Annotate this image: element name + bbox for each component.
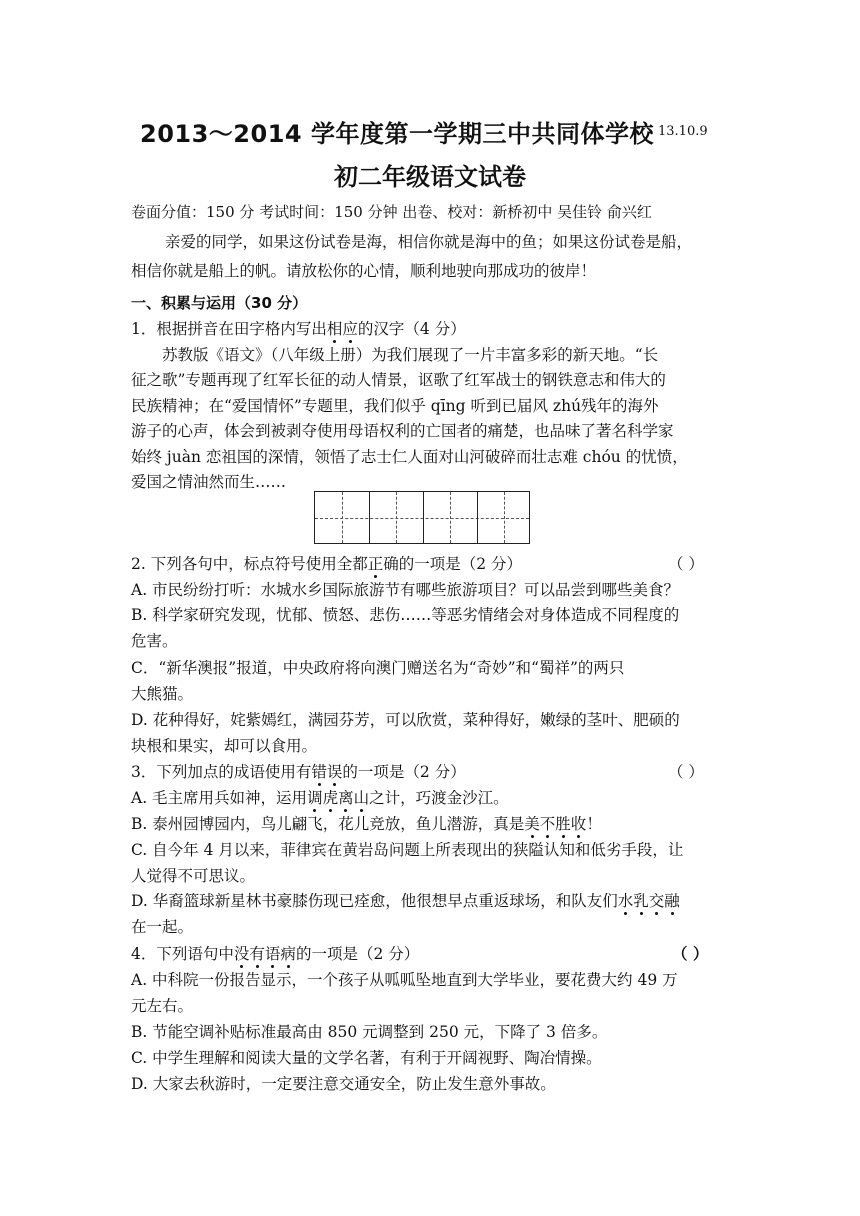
q1-passage-line: 游子的心声，体会到被剥夺使用母语权利的亡国者的痛楚，也品味了著名科学家 — [131, 422, 674, 440]
q3-option: 人觉得不可思议。 — [131, 867, 256, 885]
emphasis-dot-char: 不 — [539, 815, 556, 833]
emphasis-dot-char: 正 — [367, 555, 384, 573]
q1-passage-line: 始终 juàn 恋祖国的深情，领悟了志士仁人面对山河破碎而壮志难 chóu 的忧愤， — [131, 448, 688, 466]
q2-option: 危害。 — [131, 632, 178, 650]
emphasis-dot-char: 相 — [326, 320, 343, 338]
exam-date: 13.10.9 — [658, 124, 708, 139]
emphasis-dot-char: 收 — [570, 815, 587, 833]
q2-option: A. 市民纷纷打听：水城水乡国际旅游节有哪些旅游项目？可以品尝到哪些美食？ — [131, 581, 680, 599]
q3-option: A. 毛主席用兵如神，运用调虎离山之计，巧渡金沙江。 — [131, 789, 509, 807]
q1-passage-line: 征之歌”专题再现了红军长征的动人情景，讴歌了红军战士的钢铁意志和伟大的 — [131, 371, 666, 389]
emphasis-dot-char: 虎 — [322, 789, 339, 807]
q2-option: 块根和果实，却可以食用。 — [131, 737, 318, 755]
q3-option: 在一起。 — [131, 918, 194, 936]
q3-option: B. 泰州园博园内，鸟儿翩飞，花儿竞放，鱼儿潜游，真是美不胜收！ — [131, 815, 602, 833]
emphasis-dot-char: 有 — [249, 945, 265, 963]
emphasis-dot-char: 误 — [326, 763, 343, 781]
emphasis-dot-char: 病 — [280, 945, 296, 963]
intro-line: 亲爱的同学，如果这份试卷是海，相信你就是海中的鱼；如果这份试卷是船， — [165, 233, 693, 251]
grid-cell-divider — [423, 492, 424, 543]
emphasis-dot-char: 错 — [311, 763, 327, 781]
grid-dashed-divider — [450, 492, 451, 543]
q4-answer-blank[interactable]: （ ） — [672, 944, 709, 963]
q4-option: A. 中科院一份报告显示，一个孩子从呱呱坠地直到大学毕业，要花费大约 49 万 — [131, 971, 678, 989]
q2-option: B. 科学家研究发现，忧郁、愤怒、悲伤……等恶劣情绪会对身体造成不同程度的 — [131, 606, 680, 624]
q2-option: C．“新华澳报”报道，中央政府将向澳门赠送名为“奇妙”和“蜀祥”的两只 — [131, 659, 625, 677]
emphasis-dot-char: 应 — [342, 320, 358, 338]
grid-mid-dashed — [315, 518, 529, 519]
emphasis-dot-char: 调 — [307, 789, 323, 807]
intro-line: 相信你就是船上的帆。请放松你的心情，顺利地驶向那成功的彼岸！ — [131, 262, 597, 280]
exam-meta: 卷面分值：150 分 考试时间：150 分钟 出卷、校对：新桥初中 吴佳铃 俞兴红 — [131, 203, 652, 221]
q4-option: B. 节能空调补贴标准最高由 850 元调整到 250 元，下降了 3 倍多。 — [131, 1023, 608, 1041]
grid-dashed-divider — [396, 492, 397, 543]
q3-option: D. 华裔篮球新星林书豪膝伤现已痊愈，他很想早点重返球场，和队友们水乳交融 — [131, 892, 680, 910]
emphasis-dot-char: 融 — [664, 892, 680, 910]
grid-dashed-divider — [342, 492, 343, 543]
grid-dashed-divider — [504, 492, 505, 543]
emphasis-dot-char: 水 — [617, 892, 634, 910]
q1-stem: 1．根据拼音在田字格内写出相应的汉字（4 分） — [131, 320, 466, 338]
section-heading: 一、积累与运用（30 分） — [131, 294, 308, 312]
exam-title: 2013～2014 学年度第一学期三中共同体学校 — [140, 120, 654, 148]
emphasis-dot-char: 交 — [648, 892, 665, 910]
emphasis-dot-char: 美 — [524, 815, 540, 833]
q2-answer-blank[interactable]: （ ） — [668, 555, 704, 573]
exam-subtitle: 初二年级语文试卷 — [334, 163, 526, 191]
q2-option: D. 花种得好，姹紫嫣红，满园芬芳，可以欣赏，菜种得好，嫩绿的茎叶、肥硕的 — [131, 711, 680, 729]
q4-option: C. 中学生理解和阅读大量的文学名著，有利于开阔视野、陶冶情操。 — [131, 1049, 602, 1067]
q1-passage-line: 爱国之情油然而生…… — [131, 473, 287, 491]
emphasis-dot-char: 胜 — [555, 815, 571, 833]
tianzige-grid[interactable] — [314, 491, 530, 544]
q1-passage-line: 苏教版《语文》（八年级上册）为我们展现了一片丰富多彩的新天地。“长 — [162, 346, 659, 364]
emphasis-dot-char: 乳 — [633, 892, 649, 910]
q4-option: D. 大家去秋游时，一定要注意交通安全，防止发生意外事故。 — [131, 1075, 556, 1093]
q3-option: C. 自今年 4 月以来，菲律宾在黄岩岛问题上所表现出的狭隘认知和低劣手段，让 — [131, 841, 684, 859]
emphasis-dot-char: 山 — [353, 789, 370, 807]
emphasis-dot-char: 语 — [264, 945, 281, 963]
emphasis-dot-char: 没 — [233, 945, 250, 963]
q4-option: 元左右。 — [131, 997, 194, 1015]
grid-cell-divider — [477, 492, 478, 543]
q3-answer-blank[interactable]: （ ） — [668, 763, 704, 781]
q2-stem: 2. 下列各句中，标点符号使用全都正确的一项是（2 分） — [131, 555, 523, 573]
grid-cell-divider — [369, 492, 370, 543]
q1-passage-line: 民族精神；在“爱国情怀”专题里，我们似乎 qīng 听到已届风 zhú残年的海外 — [131, 397, 659, 415]
q4-stem: 4．下列语句中没有语病的一项是（2 分） — [131, 945, 420, 963]
q3-stem: 3．下列加点的成语使用有错误的一项是（2 分） — [131, 763, 466, 781]
emphasis-dot-char: 离 — [338, 789, 354, 807]
q2-option: 大熊猫。 — [131, 685, 194, 703]
